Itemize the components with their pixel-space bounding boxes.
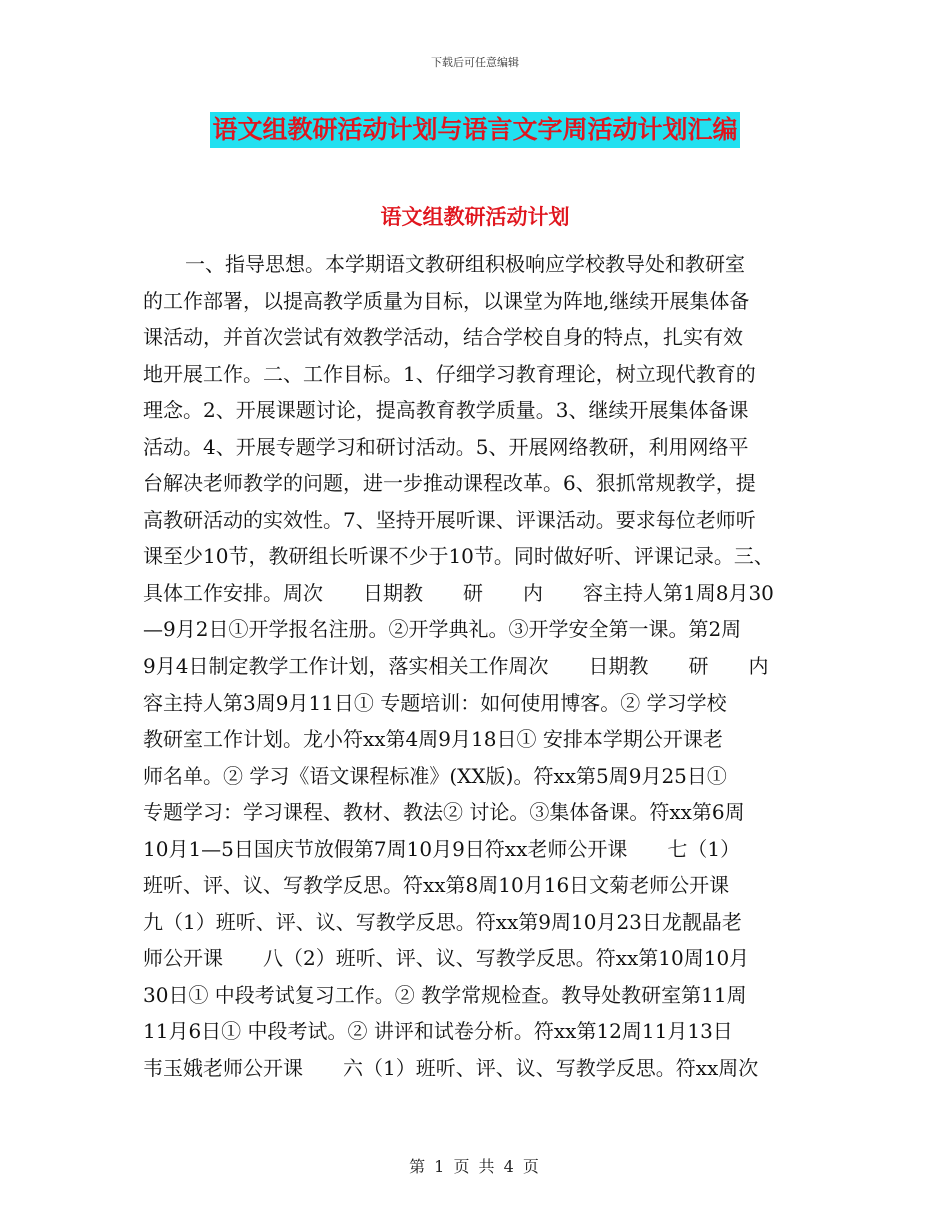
body-line: 高教研活动的实效性。7、坚持开展听课、评课活动。要求每位老师听 [143,507,756,532]
body-text [143,246,843,1087]
section-title: 语文组教研活动计划 [380,204,570,229]
body-line: 教研室工作计划。龙小符xx第4周9月18日① 安排本学期公开课老 [143,727,723,752]
page-number-footer: 第 1 页 共 4 页 [409,1157,541,1176]
body-line: 九（1）班听、评、议、写教学反思。符xx第9周10月23日龙靓晶老 [143,909,742,934]
document-title-container [0,112,950,148]
body-line: 师公开课 八（2）班听、评、议、写教学反思。符xx第10周10月 [143,946,750,971]
document-title: 语文组教研活动计划与语言文字周活动计划汇编 [210,112,739,148]
body-line: 的工作部署，以提高教学质量为目标，以课堂为阵地,继续开展集体备 [143,288,750,313]
body-line: 课活动，并首次尝试有效教学活动，结合学校自身的特点，扎实有效 [143,325,743,350]
body-line: 容主持人第3周9月11日① 专题培训：如何使用博客。② 学习学校 [143,690,727,715]
body-line: 地开展工作。二、工作目标。1、仔细学习教育理论，树立现代教育的 [143,361,756,386]
page-header-note: 下载后可任意编辑 [431,56,519,69]
body-line: 班听、评、议、写教学反思。符xx第8周10月16日文菊老师公开课 [143,873,730,898]
body-line: 11月6日① 中段考试。② 讲评和试卷分析。符xx第12周11月13日 [143,1019,733,1044]
body-line: 9月4日制定教学工作计划，落实相关工作周次 日期教 研 内 [143,654,769,679]
body-line: 10月1—5日国庆节放假第7周10月9日符xx老师公开课 七（1） [143,836,741,861]
body-line: 理念。2、开展课题讨论，提高教育教学质量。3、继续开展集体备课 [143,398,749,423]
body-line: 韦玉娥老师公开课 六（1）班听、评、议、写教学反思。符xx周次 [143,1056,759,1081]
body-line: 一、指导思想。本学期语文教研组积极响应学校教导处和教研室 [185,252,745,276]
body-line: 专题学习：学习课程、教材、教法② 讨论。③集体备课。符xx第6周 [143,800,745,825]
body-line: 具体工作安排。周次 日期教 研 内 容主持人第1周8月30 [143,580,774,605]
body-line: 课至少10节，教研组长听课不少于10节。同时做好听、评课记录。三、 [143,544,774,569]
body-line: 师名单。② 学习《语文课程标准》(XX版)。符xx第5周9月25日① [143,763,727,788]
body-line: 台解决老师教学的问题，进一步推动课程改革。6、狠抓常规教学，提 [143,471,756,496]
body-line: —9月2日①开学报名注册。②开学典礼。③开学安全第一课。第2周 [143,617,742,642]
body-line: 活动。4、开展专题学习和研讨活动。5、开展网络教研，利用网络平 [143,434,749,459]
body-line: 30日① 中段考试复习工作。② 教学常规检查。教导处教研室第11周 [143,982,747,1007]
